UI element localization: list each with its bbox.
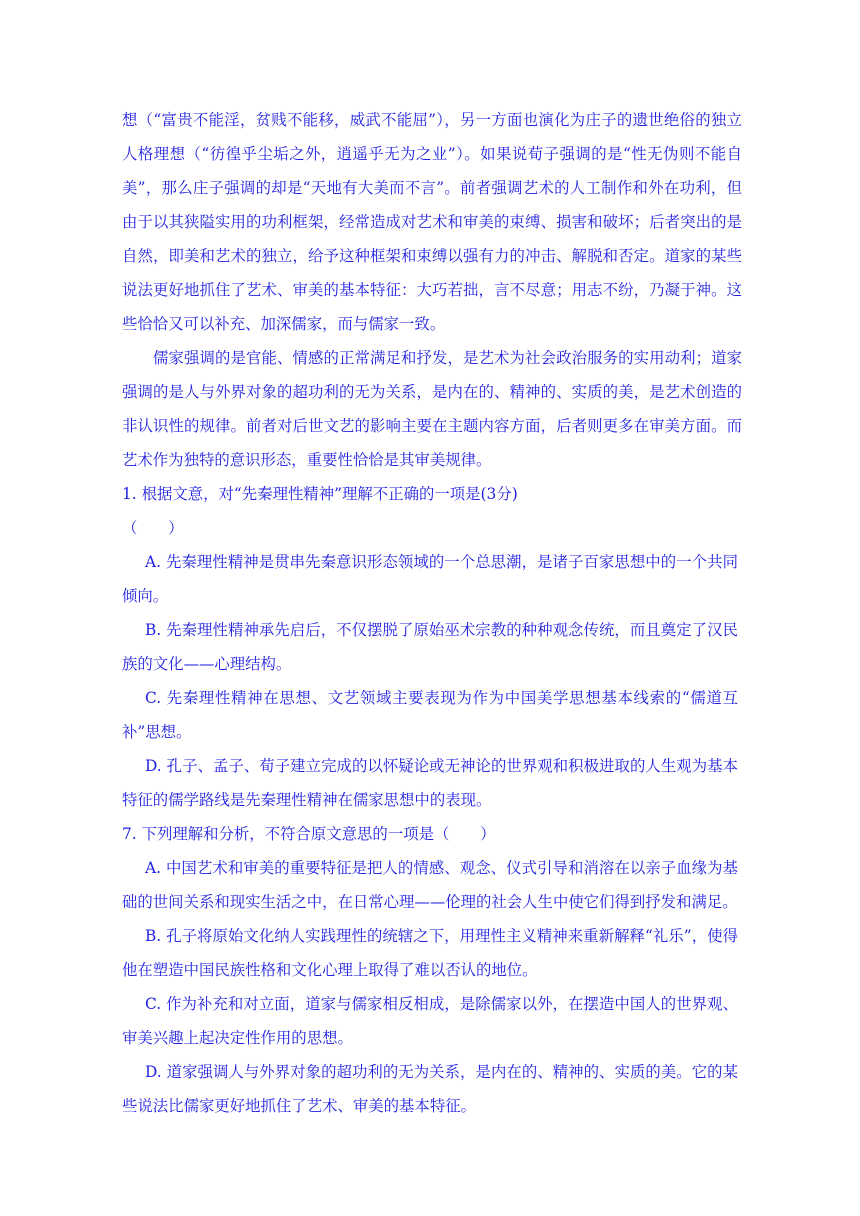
- passage-paragraph-2: 儒家强调的是官能、情感的正常满足和抒发，是艺术为社会政治服务的实用动利；道家强调的是人与外界对象的超功利的无为关系，是内在的、精神的、实质的美，是艺术创造的非认识性的规律。前者对后世文艺的影响主要在主题内容方面，后者则更多在审美方面。而艺术作为独特的意识形态，重要性恰恰是其审美规律。: [122, 349, 742, 469]
- question-1-stem: 1. 根据文意，对“先秦理性精神”理解不正确的一项是(3分): [122, 485, 518, 503]
- question-7-stem: 7. 下列理解和分析，不符合原文意思的一项是（ ）: [122, 825, 496, 843]
- question-7-option-a: A. 中国艺术和审美的重要特征是把人的情感、观念、仪式引导和消溶在以亲子血缘为基础的世间关系和现实生活之中，在日常心理——伦理的社会人生中使它们得到抒发和满足。: [122, 859, 738, 911]
- question-1-option-b: B. 先秦理性精神承先启后，不仅摆脱了原始巫术宗教的种种观念传统，而且奠定了汉民族的文化——心理结构。: [122, 621, 738, 673]
- question-7-option-c: C. 作为补充和对立面，道家与儒家相反相成，是除儒家以外，在摆造中国人的世界观、审美兴趣上起决定性作用的思想。: [122, 995, 738, 1047]
- question-1-option-d: D. 孔子、孟子、荀子建立完成的以怀疑论或无神论的世界观和积极进取的人生观为基本特征的儒学路线是先秦理性精神在儒家思想中的表现。: [122, 757, 738, 809]
- question-1-answer-blank: （ ）: [122, 519, 184, 537]
- question-1-option-c: C. 先秦理性精神在思想、文艺领域主要表现为作为中国美学思想基本线索的“儒道互补”思想。: [122, 689, 738, 741]
- question-1-option-a: A. 先秦理性精神是贯串先秦意识形态领域的一个总思潮，是诸子百家思想中的一个共同倾向。: [122, 553, 738, 605]
- passage-paragraph-1: 想（“富贵不能淫，贫贱不能移，威武不能屈”），另一方面也演化为庄子的遗世绝俗的独立人格理想（“彷徨乎尘垢之外，逍遥乎无为之业”）。如果说荀子强调的是“性无伪则不能自美”，那么庄子强调的却是“天地有大美而不言”。前者强调艺术的人工制作和外在功利，但由于以其狭隘实用的功利框架，经常造成对艺术和审美的束缚、损害和破坏；后者突出的是自然，即美和艺术的独立，给予这种框架和束缚以强有力的冲击、解脱和否定。道家的某些说法更好地抓住了艺术、审美的基本特征：大巧若拙，言不尽意；用志不纷，乃凝于神。这些恰恰又可以补充、加深儒家，而与儒家一致。: [122, 111, 742, 333]
- question-7-option-d: D. 道家强调人与外界对象的超功利的无为关系，是内在的、精神的、实质的美。它的某些说法比儒家更好地抓住了艺术、审美的基本特征。: [122, 1063, 738, 1115]
- question-7-option-b: B. 孔子将原始文化纳人实践理性的统辖之下，用理性主义精神来重新解释“礼乐”，使得他在塑造中国民族性格和文化心理上取得了难以否认的地位。: [122, 927, 738, 979]
